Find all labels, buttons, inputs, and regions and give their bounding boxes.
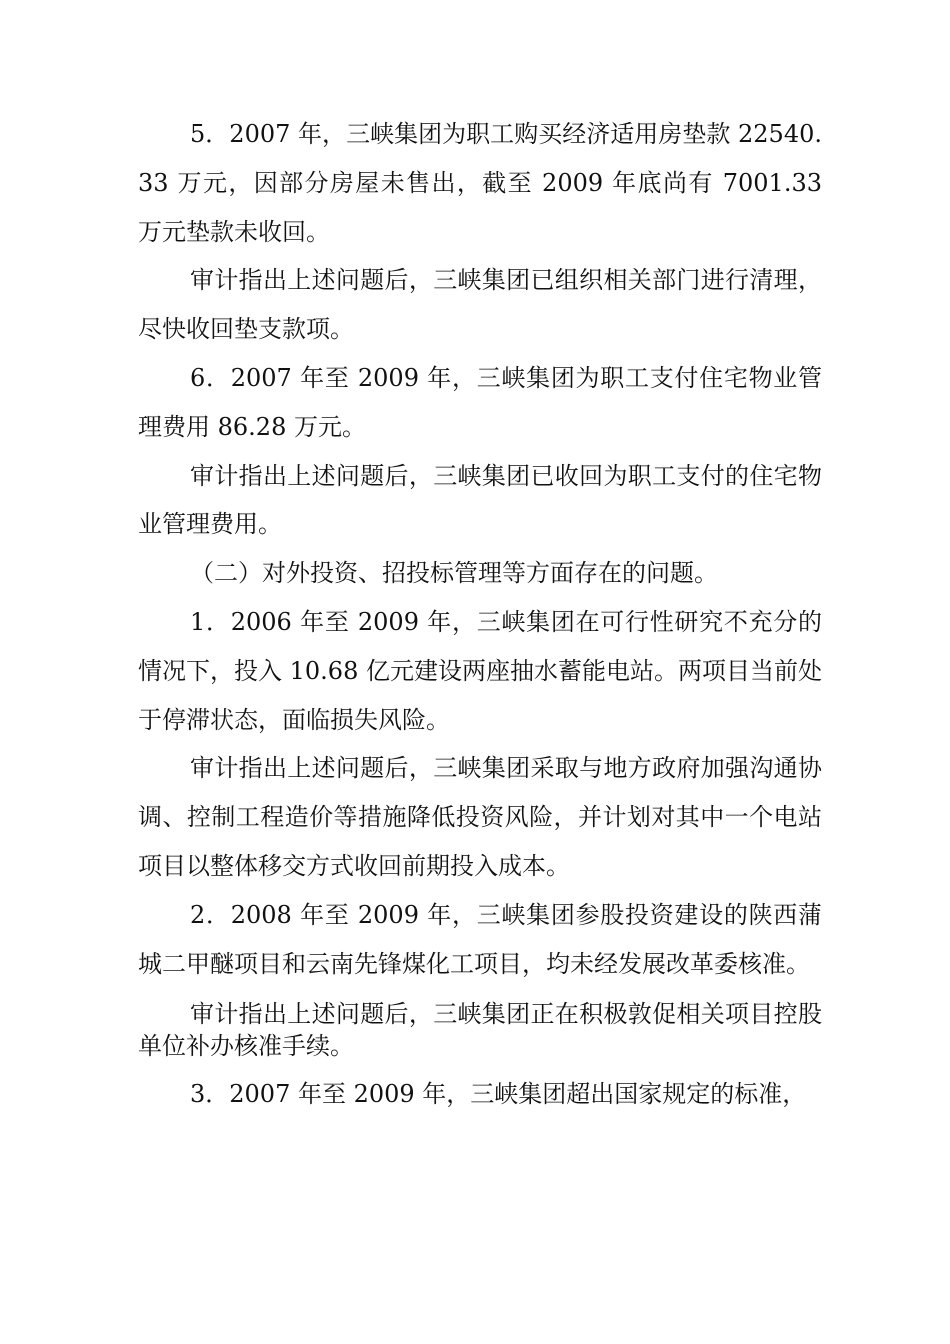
paragraph-property-fee: 6．2007 年至 2009 年，三峡集团为职工支付住宅物业管理费用 86.28 万元。 bbox=[138, 363, 822, 441]
section-heading-investment: （二）对外投资、招投标管理等方面存在的问题。 bbox=[190, 559, 718, 588]
paragraph-property-fee-response: 审计指出上述问题后，三峡集团已收回为职工支付的住宅物业管理费用。 bbox=[138, 461, 822, 539]
paragraph-housing-advance-response: 审计指出上述问题后，三峡集团已组织相关部门进行清理，尽快收回垫支款项。 bbox=[138, 266, 822, 344]
paragraph-unapproved-projects: 2．2008 年至 2009 年，三峡集团参股投资建设的陕西蒲城二甲醚项目和云南先锋煤化工项目，均未经发展改革委核准。 bbox=[138, 900, 822, 978]
paragraph-pumped-storage: 1．2006 年至 2009 年，三峡集团在可行性研究不充分的情况下，投入 10.68 亿元建设两座抽水蓄能电站。两项目当前处于停滞状态，面临损失风险。 bbox=[138, 607, 822, 734]
paragraph-pumped-storage-response: 审计指出上述问题后，三峡集团采取与地方政府加强沟通协调、控制工程造价等措施降低投资风险，并计划对其中一个电站项目以整体移交方式收回前期投入成本。 bbox=[138, 754, 822, 880]
document-body bbox=[138, 110, 822, 1119]
paragraph-over-standard: 3．2007 年至 2009 年，三峡集团超出国家规定的标准， bbox=[190, 1080, 807, 1109]
paragraph-housing-advance: 5．2007 年，三峡集团为职工购买经济适用房垫款 22540.33 万元，因部分房屋未售出，截至 2009 年底尚有 7001.33 万元垫款未收回。 bbox=[138, 120, 822, 246]
paragraph-unapproved-projects-response: 审计指出上述问题后，三峡集团正在积极敦促相关项目控股单位补办核准手续。 bbox=[138, 1000, 822, 1061]
